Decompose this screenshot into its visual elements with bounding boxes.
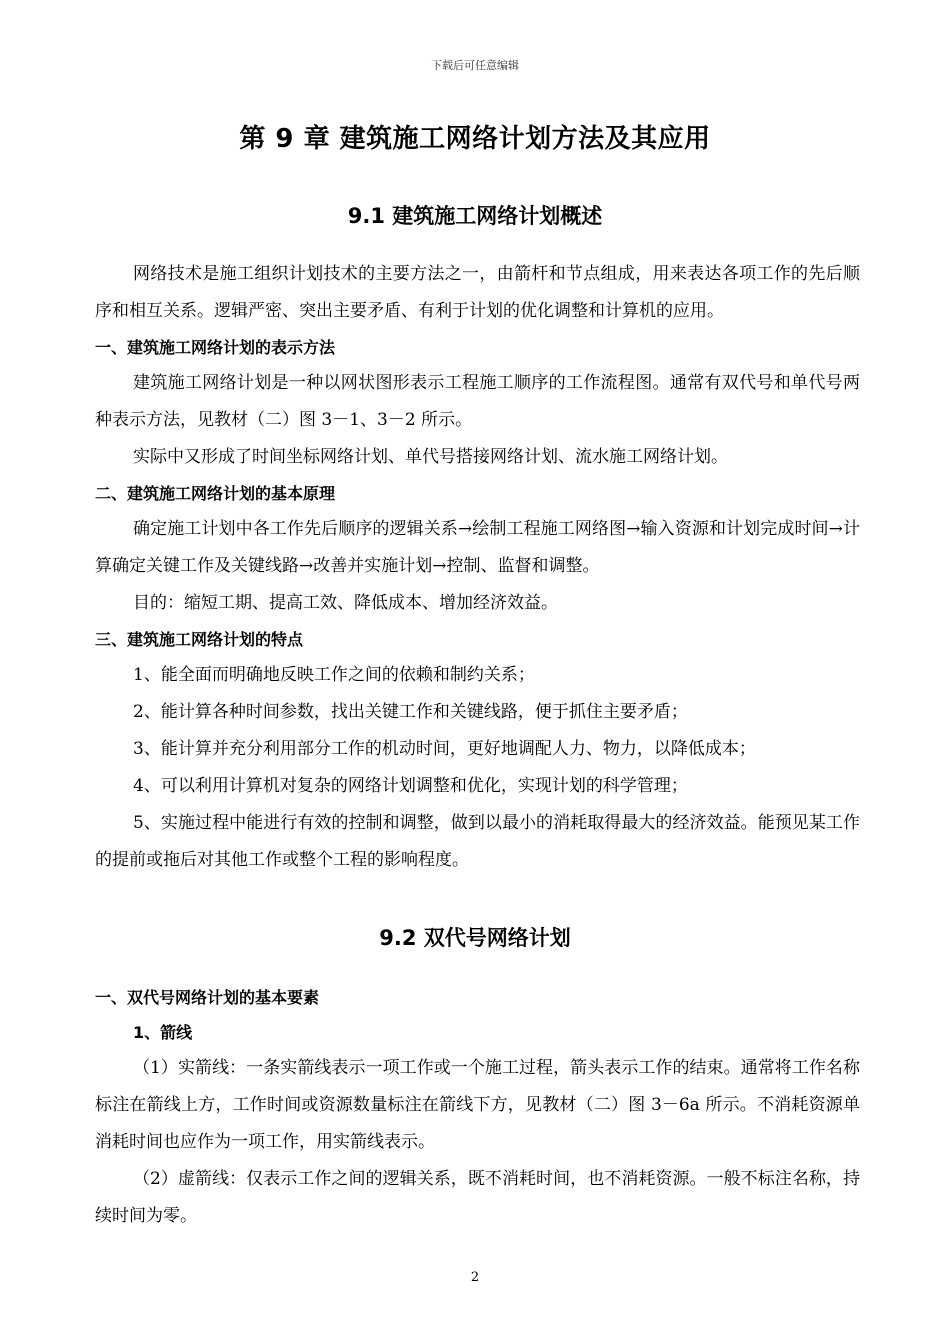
paragraph-representation-1: 建筑施工网络计划是一种以网状图形表示工程施工顺序的工作流程图。通常有双代号和单代号两种表示方法，见教材（二）图 3－1、3－2 所示。	[95, 373, 860, 430]
intro-paragraph: 网络技术是施工组织计划技术的主要方法之一，由箭杆和节点组成，用来表达各项工作的先后顺序和相互关系。逻辑严密、突出主要矛盾、有利于计划的优化调整和计算机的应用。	[95, 264, 860, 321]
paragraph-solid-arrow: （1）实箭线：一条实箭线表示一项工作或一个施工过程，箭头表示工作的结束。通常将工作名称标注在箭线上方，工作时间或资源数量标注在箭线下方，见教材（二）图 3－6a 所示。不消耗资源单消耗时间也应作为一项工作，用实箭线表示。	[95, 1058, 860, 1152]
feature-item: 4、可以利用计算机对复杂的网络计划调整和优化，实现计划的科学管理；	[133, 776, 688, 796]
heading-principle: 二、建筑施工网络计划的基本原理	[95, 484, 336, 503]
header-note: 下载后可任意编辑	[431, 59, 519, 72]
heading-features: 三、建筑施工网络计划的特点	[95, 630, 304, 649]
feature-item: 5、实施过程中能进行有效的控制和调整，做到以最小的消耗取得最大的经济效益。能预见某工作的提前或拖后对其他工作或整个工程的影响程度。	[95, 813, 860, 870]
feature-item: 3、能计算并充分利用部分工作的机动时间，更好地调配人力、物力，以降低成本；	[133, 739, 756, 759]
feature-item: 1、能全面而明确地反映工作之间的依赖和制约关系；	[133, 665, 535, 685]
paragraph-principle-2: 目的：缩短工期、提高工效、降低成本、增加经济效益。	[133, 593, 558, 613]
section-title-9-2: 9.2 双代号网络计划	[379, 926, 571, 950]
subheading-arrow-lines: 1、箭线	[133, 1023, 193, 1042]
paragraph-dashed-arrow: （2）虚箭线：仅表示工作之间的逻辑关系，既不消耗时间，也不消耗资源。一般不标注名称，持续时间为零。	[95, 1169, 860, 1226]
paragraph-representation-2: 实际中又形成了时间坐标网络计划、单代号搭接网络计划、流水施工网络计划。	[133, 447, 728, 467]
chapter-title: 第 9 章 建筑施工网络计划方法及其应用	[239, 124, 711, 154]
heading-representation: 一、建筑施工网络计划的表示方法	[95, 338, 336, 357]
page-number: 2	[470, 1270, 480, 1285]
section-title-9-1: 9.1 建筑施工网络计划概述	[347, 204, 603, 228]
paragraph-principle-1: 确定施工计划中各工作先后顺序的逻辑关系→绘制工程施工网络图→输入资源和计划完成时间→计算确定关键工作及关键线路→改善并实施计划→控制、监督和调整。	[95, 519, 860, 576]
section-9-1-body	[95, 256, 860, 879]
feature-item: 2、能计算各种时间参数，找出关键工作和关键线路，便于抓住主要矛盾；	[133, 702, 688, 722]
section-9-2-body	[95, 980, 860, 1235]
heading-basic-elements: 一、双代号网络计划的基本要素	[95, 988, 320, 1007]
